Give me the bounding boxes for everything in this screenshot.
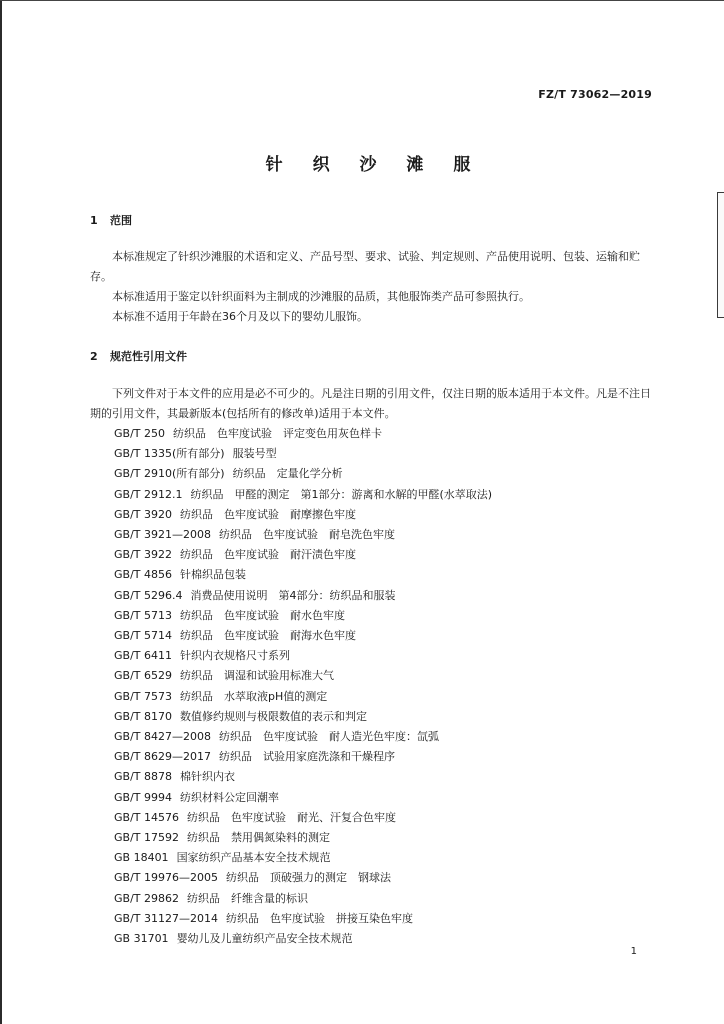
reference-code: GB/T 9994 xyxy=(114,790,172,804)
reference-title: 纺织品 色牢度试验 耐汗渍色牢度 xyxy=(180,548,356,562)
reference-code: GB 18401 xyxy=(114,851,169,865)
reference-code: GB/T 3921—2008 xyxy=(114,528,211,542)
reference-code: GB/T 6411 xyxy=(114,649,172,663)
standard-number: FZ/T 73062—2019 xyxy=(538,88,652,101)
reference-title: 纺织品 纤维含量的标识 xyxy=(187,891,308,905)
reference-code: GB/T 3922 xyxy=(114,548,172,562)
reference-item xyxy=(114,464,492,484)
reference-title: 纺织品 试验用家庭洗涤和干燥程序 xyxy=(218,750,395,764)
section-2-heading xyxy=(90,348,187,364)
reference-item xyxy=(114,626,492,646)
reference-item xyxy=(114,565,492,585)
reference-item xyxy=(114,666,492,686)
reference-title: 国家纺织产品基本安全技术规范 xyxy=(176,851,331,865)
reference-title: 纺织品 色牢度试验 耐摩擦色牢度 xyxy=(180,507,356,521)
reference-title: 纺织材料公定回潮率 xyxy=(180,790,279,804)
section-2-intro: 下列文件对于本文件的应用是必不可少的。凡是注日期的引用文件，仅注日期的版本适用于本文件。凡是不注日期的引用文件，其最新版本(包括所有的修改单)适用于本文件。 xyxy=(90,387,651,420)
reference-title: 纺织品 色牢度试验 拼接互染色牢度 xyxy=(225,911,413,925)
section-1-number: 1 xyxy=(90,214,98,227)
reference-code: GB/T 8170 xyxy=(114,709,172,723)
reference-code: GB 31701 xyxy=(114,932,169,946)
section-1-heading xyxy=(90,212,132,228)
reference-item xyxy=(114,707,492,727)
reference-title: 消费品使用说明 第4部分：纺织品和服装 xyxy=(190,588,396,602)
reference-item xyxy=(114,747,492,767)
reference-item xyxy=(114,687,492,707)
reference-title: 针织内衣规格尺寸系列 xyxy=(180,649,290,663)
reference-code: GB/T 8878 xyxy=(114,770,172,784)
reference-item xyxy=(114,606,492,626)
reference-item xyxy=(114,485,492,505)
reference-item xyxy=(114,646,492,666)
reference-item xyxy=(114,788,492,808)
reference-item xyxy=(114,545,492,565)
reference-title: 服装号型 xyxy=(232,447,277,461)
reference-code: GB/T 2910(所有部分) xyxy=(114,467,225,481)
reference-item xyxy=(114,424,492,444)
reference-title: 纺织品 色牢度试验 耐皂洗色牢度 xyxy=(218,528,395,542)
reference-code: GB/T 3920 xyxy=(114,507,172,521)
reference-title: 纺织品 色牢度试验 耐水色牢度 xyxy=(180,608,345,622)
reference-title: 纺织品 色牢度试验 耐人造光色牢度：氙弧 xyxy=(218,730,439,744)
section-2-number: 2 xyxy=(90,350,98,363)
reference-title: 纺织品 禁用偶氮染料的测定 xyxy=(187,831,330,845)
reference-title: 纺织品 调湿和试验用标准大气 xyxy=(180,669,334,683)
reference-item xyxy=(114,828,492,848)
reference-item xyxy=(114,727,492,747)
reference-title: 针棉织品包装 xyxy=(180,568,246,582)
reference-title: 纺织品 色牢度试验 评定变色用灰色样卡 xyxy=(173,427,382,440)
page-top-border xyxy=(0,0,724,1)
reference-item xyxy=(114,586,492,606)
reference-title: 纺织品 色牢度试验 耐光、汗复合色牢度 xyxy=(187,810,396,824)
section-2-title: 规范性引用文件 xyxy=(110,350,187,363)
reference-title: 纺织品 定量化学分析 xyxy=(232,467,343,481)
reference-title: 婴幼儿及儿童纺织产品安全技术规范 xyxy=(176,932,353,946)
reference-code: GB/T 8629—2017 xyxy=(114,750,211,764)
reference-code: GB/T 5713 xyxy=(114,608,172,622)
section-1-paragraph-3: 本标准不适用于年龄在36个月及以下的婴幼儿服饰。 xyxy=(112,310,368,323)
reference-item xyxy=(114,909,492,929)
reference-item xyxy=(114,767,492,787)
reference-item xyxy=(114,848,492,868)
side-tab-marker xyxy=(717,192,724,318)
document-title: 针 织 沙 滩 服 xyxy=(265,155,483,175)
reference-title: 纺织品 色牢度试验 耐海水色牢度 xyxy=(180,629,356,643)
reference-code: GB/T 31127—2014 xyxy=(114,911,218,925)
section-1-title: 范围 xyxy=(110,214,132,227)
reference-code: GB/T 14576 xyxy=(114,810,179,824)
reference-code: GB/T 29862 xyxy=(114,891,179,905)
reference-title: 纺织品 顶破强力的测定 钢球法 xyxy=(225,871,391,885)
reference-item xyxy=(114,444,492,464)
reference-code: GB/T 4856 xyxy=(114,568,172,582)
reference-title: 纺织品 水萃取液pH值的测定 xyxy=(180,689,328,703)
reference-title: 棉针织内衣 xyxy=(180,770,235,784)
section-1-paragraph-1: 本标准规定了针织沙滩服的术语和定义、产品号型、要求、试验、判定规则、产品使用说明、包装、运输和贮存。 xyxy=(90,250,640,283)
reference-code: GB/T 17592 xyxy=(114,831,179,845)
reference-item xyxy=(114,525,492,545)
reference-item xyxy=(114,505,492,525)
section-1-paragraph-2: 本标准适用于鉴定以针织面料为主制成的沙滩服的品质，其他服饰类产品可参照执行。 xyxy=(112,290,530,303)
reference-code: GB/T 8427—2008 xyxy=(114,730,211,744)
reference-item xyxy=(114,929,492,949)
reference-list xyxy=(114,424,492,949)
reference-item xyxy=(114,889,492,909)
reference-code: GB/T 19976—2005 xyxy=(114,871,218,885)
reference-code: GB/T 2912.1 xyxy=(114,487,183,501)
reference-code: GB/T 6529 xyxy=(114,669,172,683)
reference-item xyxy=(114,868,492,888)
reference-code: GB/T 5714 xyxy=(114,629,172,643)
reference-title: 数值修约规则与极限数值的表示和判定 xyxy=(180,709,367,723)
reference-code: GB/T 5296.4 xyxy=(114,588,183,602)
reference-item xyxy=(114,808,492,828)
reference-code: GB/T 1335(所有部分) xyxy=(114,447,225,461)
reference-code: GB/T 250 xyxy=(114,427,165,440)
reference-code: GB/T 7573 xyxy=(114,689,172,703)
reference-title: 纺织品 甲醛的测定 第1部分：游离和水解的甲醛(水萃取法) xyxy=(190,487,493,501)
page-number: 1 xyxy=(630,946,637,957)
